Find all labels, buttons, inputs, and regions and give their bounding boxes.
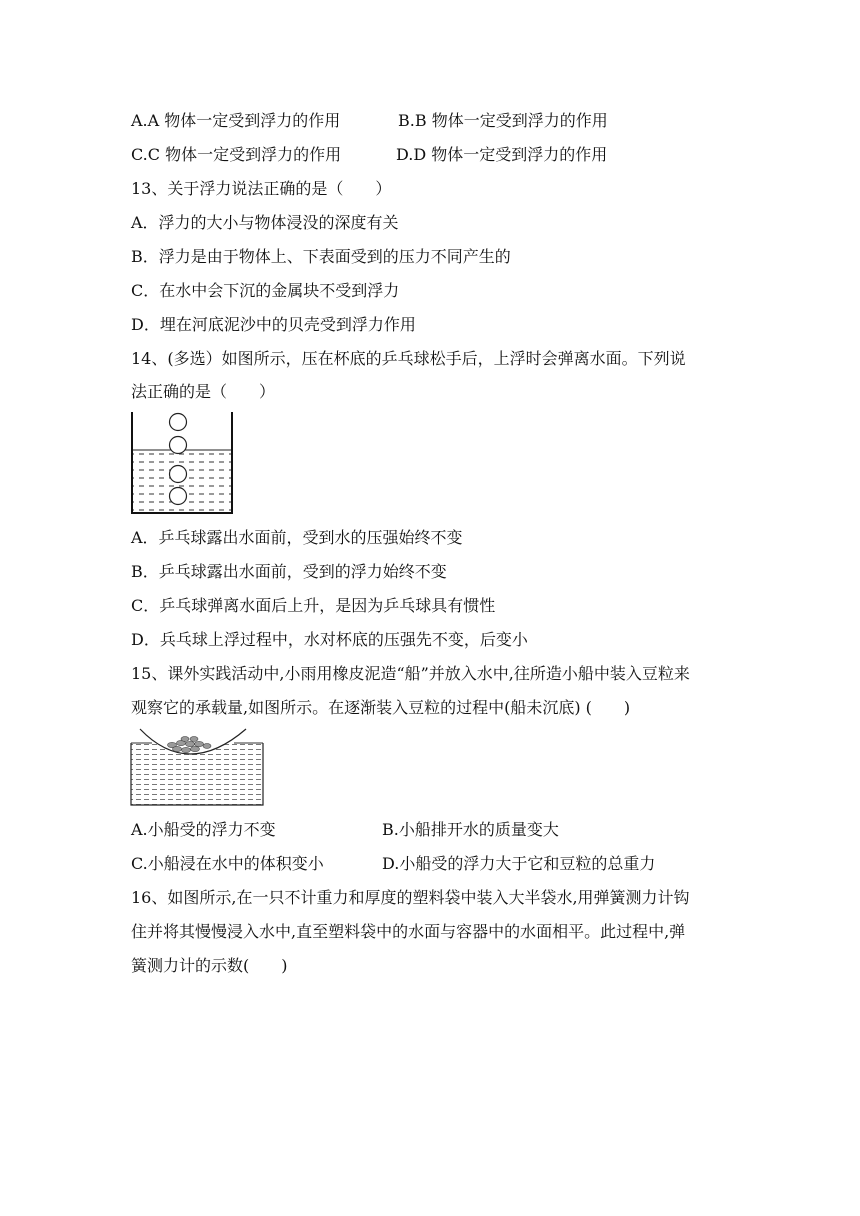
q14-option-d: D．兵乓球上浮过程中，水对杯底的压强先不变，后变小 xyxy=(131,630,528,649)
q16-stem-line1: 16、如图所示,在一只不计重力和厚度的塑料袋中装入大半袋水,用弹簧测力计钩 xyxy=(131,888,690,907)
q15-option-b: B.小船排开水的质量变大 xyxy=(382,820,559,839)
q12-option-d: D.D 物体一定受到浮力的作用 xyxy=(396,145,608,164)
q13-option-c: C．在水中会下沉的金属块不受到浮力 xyxy=(131,281,400,300)
q16-stem-line3: 簧测力计的示数( ) xyxy=(131,956,288,975)
q15-stem-line1: 15、课外实践活动中,小雨用橡皮泥造“船”并放入水中,往所造小船中装入豆粒来 xyxy=(131,664,690,683)
q13-option-a: A．浮力的大小与物体浸没的深度有关 xyxy=(131,213,399,232)
q15-stem-line2: 观察它的承载量,如图所示。在逐渐装入豆粒的过程中(船未沉底) ( ) xyxy=(131,698,631,717)
q14-option-c: C．乒乓球弹离水面后上升，是因为乒乓球具有惯性 xyxy=(131,596,496,615)
q16-stem-line2: 住并将其慢慢浸入水中,直至塑料袋中的水面与容器中的水面相平。此过程中,弹 xyxy=(131,922,686,941)
q15-option-a: A.小船受的浮力不变 xyxy=(131,820,276,839)
q12-option-b: B.B 物体一定受到浮力的作用 xyxy=(398,111,608,130)
q14-stem-line2: 法正确的是（ ） xyxy=(131,382,276,401)
q14-stem-line1: 14、(多选）如图所示，压在杯底的乒乓球松手后，上浮时会弹离水面。下列说 xyxy=(131,349,686,368)
q15-option-c: C.小船浸在水中的体积变小 xyxy=(131,854,324,873)
q15-boat-beans-figure xyxy=(128,727,266,809)
q15-option-d: D.小船受的浮力大于它和豆粒的总重力 xyxy=(382,854,656,873)
q13-option-b: B．浮力是由于物体上、下表面受到的压力不同产生的 xyxy=(131,247,511,266)
q12-option-c: C.C 物体一定受到浮力的作用 xyxy=(131,145,342,164)
q14-option-b: B．乒乓球露出水面前，受到的浮力始终不变 xyxy=(131,562,447,581)
q13-option-d: D．埋在河底泥沙中的贝壳受到浮力作用 xyxy=(131,315,416,334)
q12-option-a: A.A 物体一定受到浮力的作用 xyxy=(131,111,341,130)
q13-stem: 13、关于浮力说法正确的是（ ） xyxy=(131,179,392,198)
q14-cup-pingpong-figure xyxy=(128,410,236,516)
q14-option-a: A．乒乓球露出水面前，受到水的压强始终不变 xyxy=(131,528,463,547)
